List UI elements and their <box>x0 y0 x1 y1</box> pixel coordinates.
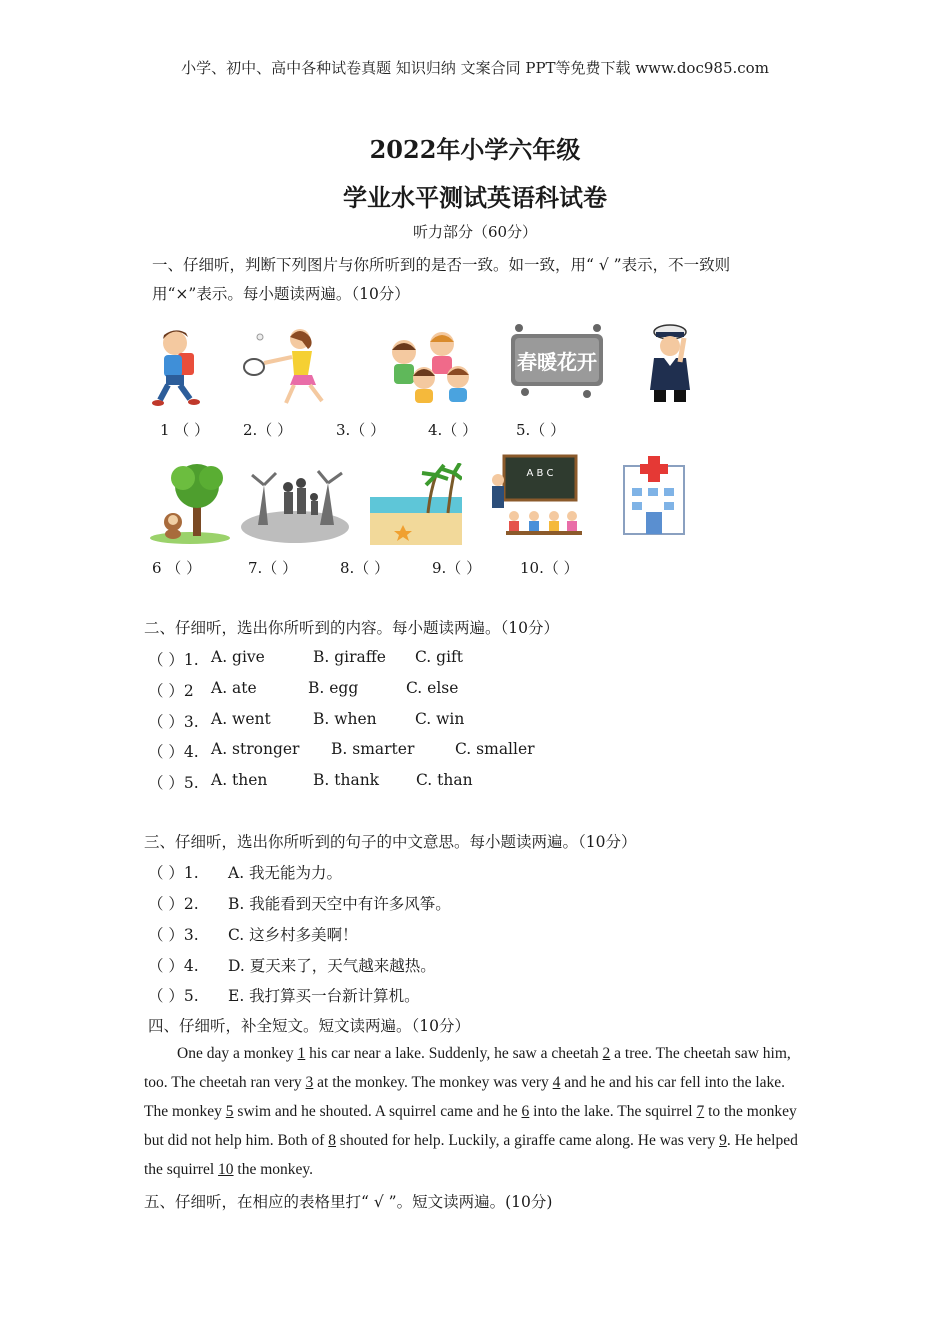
blank-6: 6 <box>521 1103 530 1120</box>
section5-heading: 五、仔细听，在相应的表格里打“ √ ”。短文读两遍。(10分) <box>144 1193 553 1211</box>
s2-q2-number: （ ）2 <box>148 682 194 700</box>
s3-q3-text: C. 这乡村多美啊！ <box>228 926 358 944</box>
s2-q1-option-a: A. give <box>211 648 265 666</box>
picture-10-hospital <box>604 450 702 546</box>
q10-label: 10.（ ） <box>520 559 579 577</box>
section1-instructions-line1: 一、仔细听，判断下列图片与你所听到的是否一致。如一致，用“ √ ”表示，不一致则 <box>152 256 731 274</box>
picture-4-spring-flowers <box>505 320 610 400</box>
blank-8: 8 <box>328 1132 337 1149</box>
s2-q5-number: （ ）5. <box>148 774 199 792</box>
s2-q2-option-a: A. ate <box>211 679 257 697</box>
s2-q4-option-b: B. smarter <box>331 740 415 758</box>
q6-label: 6 （ ） <box>152 559 202 577</box>
q3-label: 3.（ ） <box>336 421 386 439</box>
q1-label: 1 （ ） <box>160 421 210 439</box>
s3-q2-number: （ ）2. <box>148 895 199 913</box>
q7-label: 7.（ ） <box>248 559 298 577</box>
s2-q4-option-a: A. stronger <box>211 740 300 758</box>
q5-label: 5.（ ） <box>516 421 566 439</box>
picture-4-caption: 春暖花开 <box>517 350 597 374</box>
blank-7: 7 <box>696 1103 705 1120</box>
section4-heading: 四、仔细听，补全短文。短文读两遍。（10分） <box>148 1017 470 1035</box>
q2-label: 2.（ ） <box>243 421 293 439</box>
picture-5-police-officer <box>640 320 700 405</box>
s3-q1-text: A. 我无能为力。 <box>228 864 343 882</box>
exam-title-line1: 2022年小学六年级 <box>369 135 581 164</box>
blank-2: 2 <box>602 1045 611 1062</box>
s2-q2-option-b: B. egg <box>308 679 359 697</box>
blank-4: 4 <box>552 1074 561 1091</box>
listening-part-subtitle: 听力部分（60分） <box>412 223 538 241</box>
exam-title-line2: 学业水平测试英语科试卷 <box>343 183 607 212</box>
q8-label: 8.（ ） <box>340 559 390 577</box>
s3-q4-text: D. 夏天来了，天气越来越热。 <box>228 957 436 975</box>
s3-q2-text: B. 我能看到天空中有许多风筝。 <box>228 895 451 913</box>
s2-q1-option-b: B. giraffe <box>313 648 386 666</box>
s2-q3-option-c: C. win <box>415 710 465 728</box>
q4-label: 4.（ ） <box>428 421 478 439</box>
picture-9-classroom <box>486 450 584 546</box>
section3-heading: 三、仔细听，选出你所听到的句子的中文意思。每小题读两遍。（10分） <box>144 833 637 851</box>
s3-q5-number: （ ）5. <box>148 987 199 1005</box>
site-header: 小学、初中、高中各种试卷真题 知识归纳 文案合同 PPT等免费下载 www.doc985.com <box>181 59 769 77</box>
s2-q3-option-a: A. went <box>211 710 271 728</box>
picture-1-boy-running <box>150 325 215 410</box>
blank-9: 9 <box>719 1132 727 1149</box>
s2-q1-option-c: C. gift <box>415 648 464 666</box>
s2-q5-option-c: C. than <box>416 771 473 789</box>
s2-q4-option-c: C. smaller <box>455 740 535 758</box>
s2-q3-option-b: B. when <box>313 710 377 728</box>
picture-3-children-playing <box>384 322 474 407</box>
picture-7-people-gray <box>238 465 353 545</box>
picture-9-board-text: A B C <box>526 468 554 479</box>
s2-q1-number: （ ）1. <box>148 651 199 669</box>
s3-q4-number: （ ）4. <box>148 957 199 975</box>
s2-q5-option-a: A. then <box>211 771 268 789</box>
picture-2-girl-badminton <box>242 325 342 410</box>
picture-6-monkey-tree <box>145 460 235 545</box>
picture-8-beach <box>370 463 462 545</box>
cloze-passage: One day a monkey 1 his car near a lake. Suddenly, he saw a cheetah 2 a tree. The cheetah saw him, too. The cheetah ran very 3 at the monkey. The monkey was very 4 and he and his car fell into the lake. The monkey 5 swim and he shouted. A squirrel came and he 6 into the lake. The squirrel 7 to the monkey but did not help him. Both of 8 shouted for help. Luckily, a giraffe came along. He was very 9. He helped the squirrel 10 the monkey. <box>144 1045 798 1178</box>
s3-q5-text: E. 我打算买一台新计算机。 <box>228 987 420 1005</box>
blank-3: 3 <box>305 1074 314 1091</box>
s2-q4-number: （ ）4. <box>148 743 199 761</box>
blank-1: 1 <box>297 1045 306 1062</box>
s2-q5-option-b: B. thank <box>313 771 380 789</box>
s3-q1-number: （ ）1. <box>148 864 199 882</box>
q9-label: 9.（ ） <box>432 559 482 577</box>
s2-q3-number: （ ）3. <box>148 713 199 731</box>
section2-heading: 二、仔细听，选出你所听到的内容。每小题读两遍。（10分） <box>144 619 559 637</box>
s2-q2-option-c: C. else <box>406 679 459 697</box>
blank-5: 5 <box>225 1103 234 1120</box>
section1-instructions-line2: 用“×”表示。每小题读两遍。（10分） <box>152 285 410 303</box>
s3-q3-number: （ ）3. <box>148 926 199 944</box>
blank-10: 10 <box>218 1161 234 1178</box>
